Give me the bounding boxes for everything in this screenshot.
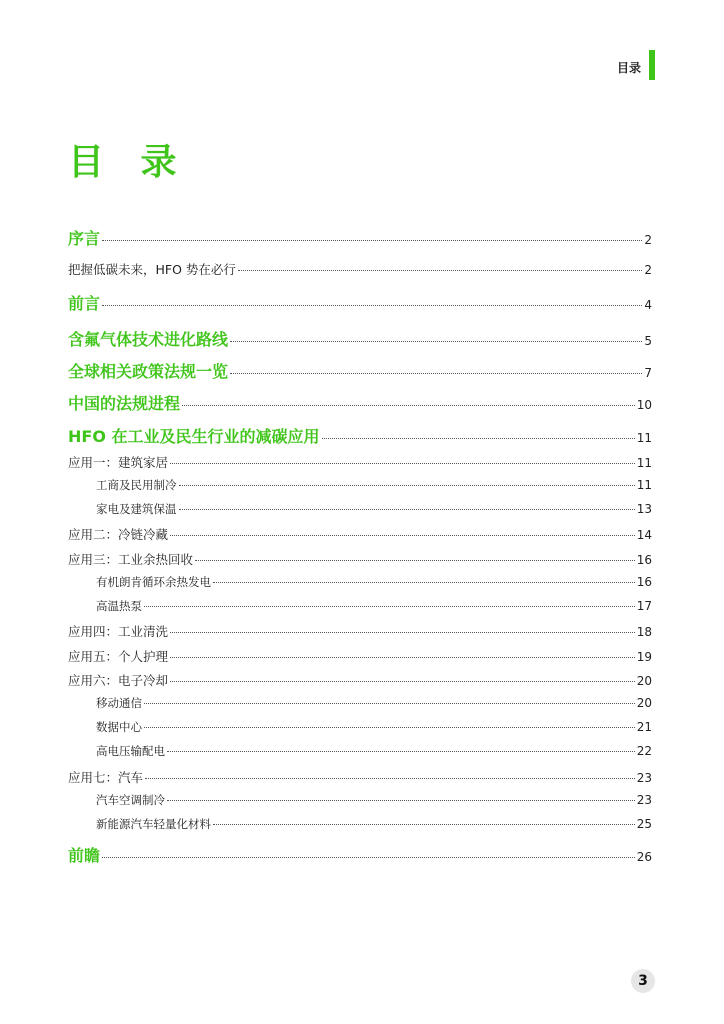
toc-entry[interactable]: [68, 359, 652, 382]
toc-entry-title: 应用六：电子冷却: [68, 673, 169, 688]
toc-entry[interactable]: [68, 477, 652, 493]
toc-entry[interactable]: [68, 574, 652, 590]
toc-entry[interactable]: [68, 501, 652, 517]
toc-leader-dots: [102, 305, 642, 306]
toc-leader-dots: [144, 606, 635, 607]
toc-entry-page: 17: [636, 599, 652, 613]
toc-entry-title: HFO 在工业及民生行业的减碳应用: [68, 427, 320, 446]
toc-entry[interactable]: [68, 550, 652, 568]
toc-entry[interactable]: [68, 598, 652, 614]
toc-entry-page: 16: [636, 553, 652, 567]
toc-entry-title: 汽车空调制冷: [96, 793, 165, 807]
toc-entry-title: 把握低碳未来，HFO 势在必行: [68, 262, 236, 277]
toc-entry-page: 4: [644, 298, 652, 312]
toc-entry-page: 26: [636, 850, 652, 864]
toc-entry[interactable]: [68, 453, 652, 471]
toc-entry-title: 前言: [68, 294, 101, 313]
page-number: 3: [631, 969, 655, 993]
toc-entry-page: 25: [636, 817, 652, 831]
toc-leader-dots: [195, 560, 635, 561]
toc-entry[interactable]: [68, 327, 652, 350]
toc-entry-title: 新能源汽车轻量化材料: [96, 817, 211, 831]
toc-leader-dots: [144, 727, 635, 728]
toc-entry[interactable]: [68, 647, 652, 665]
toc-entry-title: 应用一：建筑家居: [68, 455, 169, 470]
toc-leader-dots: [145, 778, 635, 779]
toc-entry-page: 20: [636, 674, 652, 688]
toc-entry-page: 10: [636, 398, 652, 412]
toc-entry-title: 应用四：工业清洗: [68, 624, 169, 639]
toc-entry-title: 高温热泵: [96, 599, 142, 613]
toc-entry-page: 11: [636, 431, 652, 445]
toc-entry-title: 移动通信: [96, 696, 142, 710]
toc-leader-dots: [167, 751, 635, 752]
toc-entry-page: 23: [636, 793, 652, 807]
toc-entry-page: 7: [644, 366, 652, 380]
toc-entry-title: 高电压输配电: [96, 744, 165, 758]
toc-entry-page: 16: [636, 575, 652, 589]
toc-entry-title: 应用七：汽车: [68, 770, 144, 785]
toc-entry[interactable]: [68, 391, 652, 414]
toc-entry-page: 11: [636, 478, 652, 492]
toc-leader-dots: [213, 582, 635, 583]
toc-leader-dots: [144, 703, 635, 704]
toc-entry-title: 全球相关政策法规一览: [68, 362, 229, 381]
toc-entry-title: 序言: [68, 229, 101, 248]
toc-leader-dots: [238, 270, 642, 271]
toc-entry-title: 应用五：个人护理: [68, 649, 169, 664]
toc-leader-dots: [179, 509, 635, 510]
toc-entry[interactable]: [68, 525, 652, 543]
toc-entry-page: 23: [636, 771, 652, 785]
toc-leader-dots: [170, 535, 635, 536]
toc-leader-dots: [230, 341, 642, 342]
toc-entry-title: 前瞻: [68, 846, 101, 865]
toc-entry-page: 2: [644, 233, 652, 247]
toc-entry[interactable]: [68, 695, 652, 711]
toc-entry-page: 21: [636, 720, 652, 734]
toc-entry[interactable]: [68, 260, 652, 278]
toc-entry-title: 应用三：工业余热回收: [68, 552, 194, 567]
toc-entry[interactable]: [68, 291, 652, 314]
toc-entry-page: 14: [636, 528, 652, 542]
toc-entry-page: 20: [636, 696, 652, 710]
toc-entry[interactable]: [68, 622, 652, 640]
toc-entry-title: 应用二：冷链冷藏: [68, 527, 169, 542]
toc-leader-dots: [170, 463, 635, 464]
toc-entry[interactable]: [68, 792, 652, 808]
toc-entry[interactable]: [68, 671, 652, 689]
toc-leader-dots: [102, 857, 635, 858]
toc-entry[interactable]: [68, 768, 652, 786]
toc-entry-page: 18: [636, 625, 652, 639]
toc-entry-page: 22: [636, 744, 652, 758]
toc-entry-page: 2: [644, 263, 652, 277]
toc-leader-dots: [170, 681, 635, 682]
toc-entry[interactable]: [68, 226, 652, 249]
toc-entry-page: 13: [636, 502, 652, 516]
toc-entry[interactable]: [68, 843, 652, 866]
toc-entry-title: 中国的法规进程: [68, 394, 181, 413]
toc-entry[interactable]: [68, 719, 652, 735]
toc-entry[interactable]: [68, 743, 652, 759]
header-accent-bar: [649, 50, 655, 80]
toc-leader-dots: [167, 800, 635, 801]
toc-entry-page: 19: [636, 650, 652, 664]
toc-leader-dots: [213, 824, 635, 825]
toc-entry-title: 家电及建筑保温: [96, 502, 177, 516]
toc-leader-dots: [230, 373, 642, 374]
toc-leader-dots: [182, 405, 635, 406]
toc-leader-dots: [322, 438, 635, 439]
toc-entry-title: 有机朗肯循环余热发电: [96, 575, 211, 589]
toc-entry-title: 工商及民用制冷: [96, 478, 177, 492]
toc-entry-title: 数据中心: [96, 720, 142, 734]
toc-entry-page: 11: [636, 456, 652, 470]
toc-entry-page: 5: [644, 334, 652, 348]
toc-entry-title: 含氟气体技术进化路线: [68, 330, 229, 349]
toc-entry[interactable]: [68, 816, 652, 832]
running-header: 目录: [616, 61, 641, 75]
toc-leader-dots: [170, 657, 635, 658]
toc-entry[interactable]: [68, 424, 652, 447]
toc-leader-dots: [170, 632, 635, 633]
toc-leader-dots: [179, 485, 635, 486]
toc-leader-dots: [102, 240, 642, 241]
page-title: 目 录: [68, 142, 189, 183]
